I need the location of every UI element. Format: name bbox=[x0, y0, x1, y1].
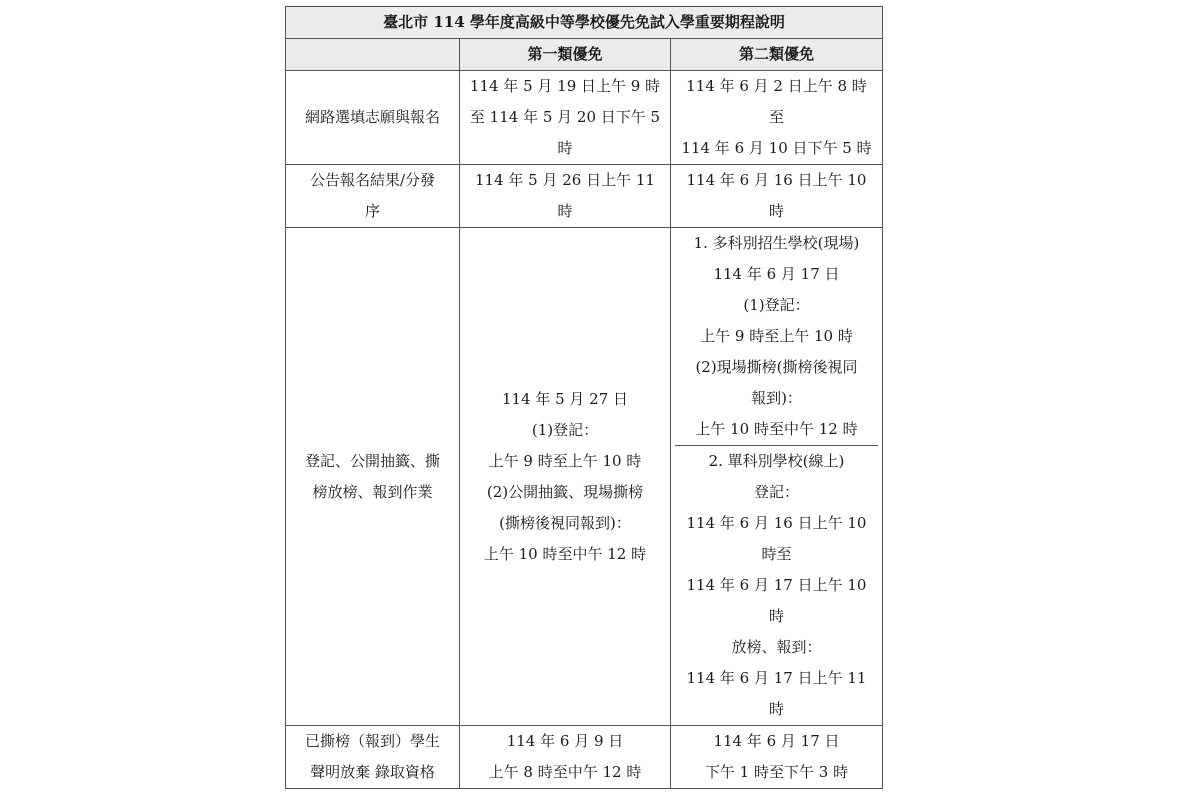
category-2-cell bbox=[671, 228, 883, 726]
header-row bbox=[286, 39, 883, 71]
category-1-cell: 114 年 5 月 26 日上午 11 時 bbox=[460, 165, 671, 228]
table-row bbox=[286, 71, 883, 165]
row-label: 網路選填志願與報名 bbox=[286, 71, 460, 165]
header-category-1: 第一類優免 bbox=[460, 39, 671, 71]
category-1-cell: 114 年 5 月 27 日 (1)登記： 上午 9 時至上午 10 時 (2)公開抽籤、現場撕榜 (撕榜後視同報到)： 上午 10 時至中午 12 時 bbox=[460, 228, 671, 726]
row-label: 已撕榜（報到）學生 聲明放棄 錄取資格 bbox=[286, 726, 460, 789]
header-category-2: 第二類優免 bbox=[671, 39, 883, 71]
category-2-cell: 114 年 6 月 17 日 下午 1 時至下午 3 時 bbox=[671, 726, 883, 789]
single-subject-schools-section: 2. 單科別學校(線上) 登記： 114 年 6 月 16 日上午 10 時至 114 年 6 月 17 日上午 10 時 放榜、報到： 114 年 6 月 17 日上午 11 時 bbox=[675, 445, 878, 725]
schedule-table bbox=[285, 6, 883, 789]
row-label: 登記、公開抽籤、撕 榜放榜、報到作業 bbox=[286, 228, 460, 726]
category-2-cell: 114 年 6 月 16 日上午 10 時 bbox=[671, 165, 883, 228]
header-empty bbox=[286, 39, 460, 71]
table-row bbox=[286, 228, 883, 726]
table-row bbox=[286, 165, 883, 228]
table-title: 臺北市 114 學年度高級中等學校優先免試入學重要期程說明 bbox=[286, 7, 883, 39]
category-2-cell: 114 年 6 月 2 日上午 8 時 至 114 年 6 月 10 日下午 5 時 bbox=[671, 71, 883, 165]
multi-subject-schools-section: 1. 多科別招生學校(現場) 114 年 6 月 17 日 (1)登記： 上午 9 時至上午 10 時 (2)現場撕榜(撕榜後視同 報到)： 上午 10 時至中午 12 時 bbox=[693, 234, 860, 438]
category-1-cell: 114 年 6 月 9 日 上午 8 時至中午 12 時 bbox=[460, 726, 671, 789]
title-row bbox=[286, 7, 883, 39]
table-row bbox=[286, 726, 883, 789]
category-1-cell: 114 年 5 月 19 日上午 9 時 至 114 年 5 月 20 日下午 5 時 bbox=[460, 71, 671, 165]
row-label: 公告報名結果/分發 序 bbox=[286, 165, 460, 228]
